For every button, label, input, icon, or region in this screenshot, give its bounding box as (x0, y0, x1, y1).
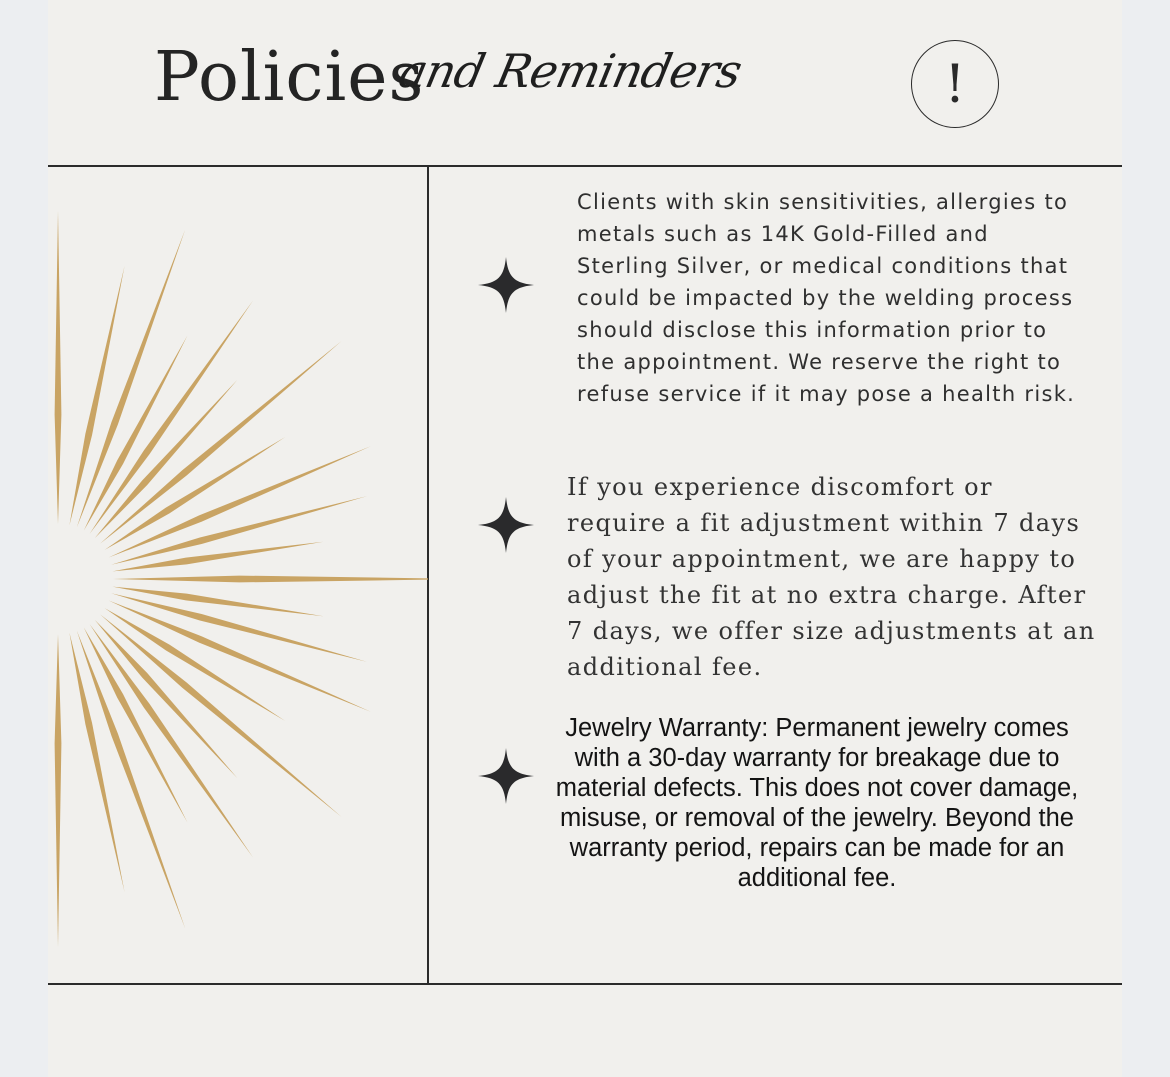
policies-page (48, 0, 1122, 1077)
sunburst-graphic (48, 167, 428, 983)
policy-warranty-text: Jewelry Warranty: Permanent jewelry comes with a 30-day warranty for breakage due to material defects. This does not cover damage, misuse, or removal of the jewelry. Beyond the warranty period, repairs can be made for an additional fee. (555, 714, 1079, 892)
exclamation-circle-icon (911, 40, 999, 128)
sunburst-ray (69, 633, 124, 892)
sunburst-ray (113, 576, 428, 583)
policy-fit-adjustment-text: If you experience discomfort or require a fit adjustment within 7 days of your appointment, we are happy to adjust the fit at no extra charge. After 7 days, we offer size adjustments at an additional fee. (567, 473, 1096, 681)
page-title-script: and Reminders (394, 44, 746, 98)
page-title: Policies (154, 38, 425, 117)
exclamation-mark: ! (944, 55, 966, 115)
four-point-star-icon (478, 257, 534, 313)
footer-divider (48, 983, 1122, 985)
policy-allergies-text: Clients with skin sensitivities, allergies to metals such as 14K Gold-Filled and Sterling Silver, or medical conditions that could be impacted by the welding process should disclose this information prior to the appointment. We reserve the right to refuse service if it may pose a health risk. (577, 190, 1076, 406)
sunburst-ray (55, 634, 62, 947)
sunburst-ray (69, 266, 124, 525)
sunburst-ray (55, 211, 62, 524)
four-point-star-icon (478, 497, 534, 553)
four-point-star-icon (478, 748, 534, 804)
